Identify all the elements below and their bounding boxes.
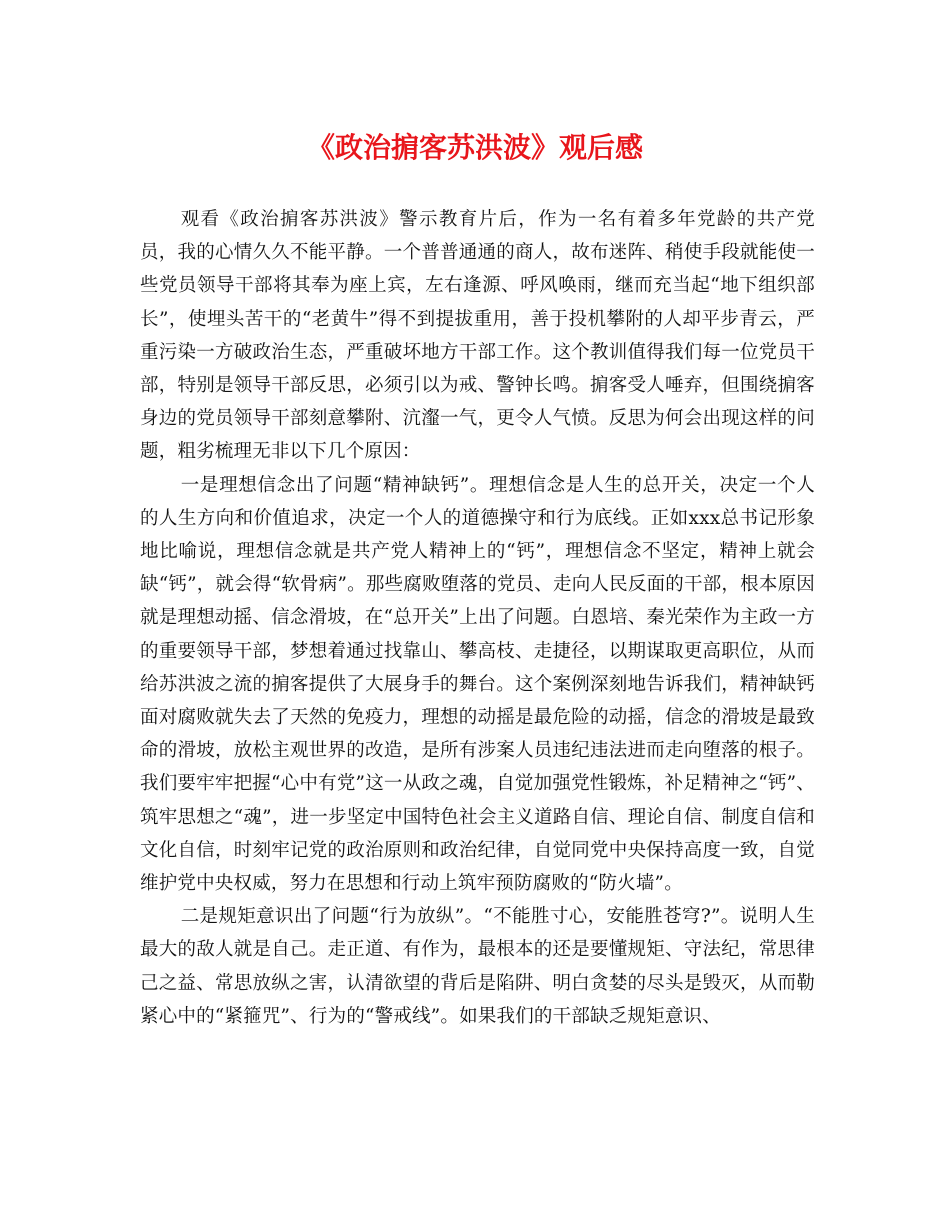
paragraph-reason-two: 二是规矩意识出了问题“行为放纵”。“不能胜寸心，安能胜苍穹?”。说明人生最大的敌人就是自己。走正道、有作为，最根本的还是要懂规矩、守法纪，常思律己之益、常思放纵之害，认清欲望的背后是陷阱、明白贪婪的尽头是毁灭，从而勒紧心中的“紧箍咒”、行为的“警戒线”。如果我们的干部缺乏规矩意识、 (140, 906, 815, 1027)
document-title: 《政治掮客苏洪波》观后感 (306, 131, 643, 164)
paragraph-intro: 观看《政治掮客苏洪波》警示教育片后，作为一名有着多年党龄的共产党员，我的心情久久不能平静。一个普普通通的商人，故布迷阵、稍使手段就能使一些党员领导干部将其奉为座上宾，左右逢源、呼风唤雨，继而充当起“地下组织部长”，使埋头苦干的“老黄牛”得不到提拔重用，善于投机攀附的人却平步青云，严重污染一方破政治生态，严重破坏地方干部工作。这个教训值得我们每一位党员干部，特别是领导干部反思，必须引以为戒、警钟长鸣。掮客受人唾弃，但围绕掮客身边的党员领导干部刻意攀附、沆瀣一气，更令人气愤。反思为何会出现这样的问题，粗劣梳理无非以下几个原因： (140, 209, 815, 463)
document-body (140, 203, 815, 1033)
paragraph-reason-one: 一是理想信念出了问题“精神缺钙”。理想信念是人生的总开关，决定一个人的人生方向和价值追求，决定一个人的道德操守和行为底线。正如xxx总书记形象地比喻说，理想信念就是共产党人精神上的“钙”，理想信念不坚定，精神上就会缺“钙”，就会得“软骨病”。那些腐败堕落的党员、走向人民反面的干部，根本原因就是理想动摇、信念滑坡，在“总开关”上出了问题。白恩培、秦光荣作为主政一方的重要领导干部，梦想着通过找靠山、攀高枝、走捷径，以期谋取更高职位，从而给苏洪波之流的掮客提供了大展身手的舞台。这个案例深刻地告诉我们，精神缺钙面对腐败就失去了天然的免疫力，理想的动摇是最危险的动摇，信念的滑坡是最致命的滑坡，放松主观世界的改造，是所有涉案人员违纪违法进而走向堕落的根子。我们要牢牢把握“心中有党”这一从政之魂，自觉加强党性锻炼，补足精神之“钙”、筑牢思想之“魂”，进一步坚定中国特色社会主义道路自信、理论自信、制度自信和文化自信，时刻牢记党的政治原则和政治纪律，自觉同党中央保持高度一致，自觉维护党中央权威，努力在思想和行动上筑牢预防腐败的“防火墙”。 (140, 474, 815, 895)
